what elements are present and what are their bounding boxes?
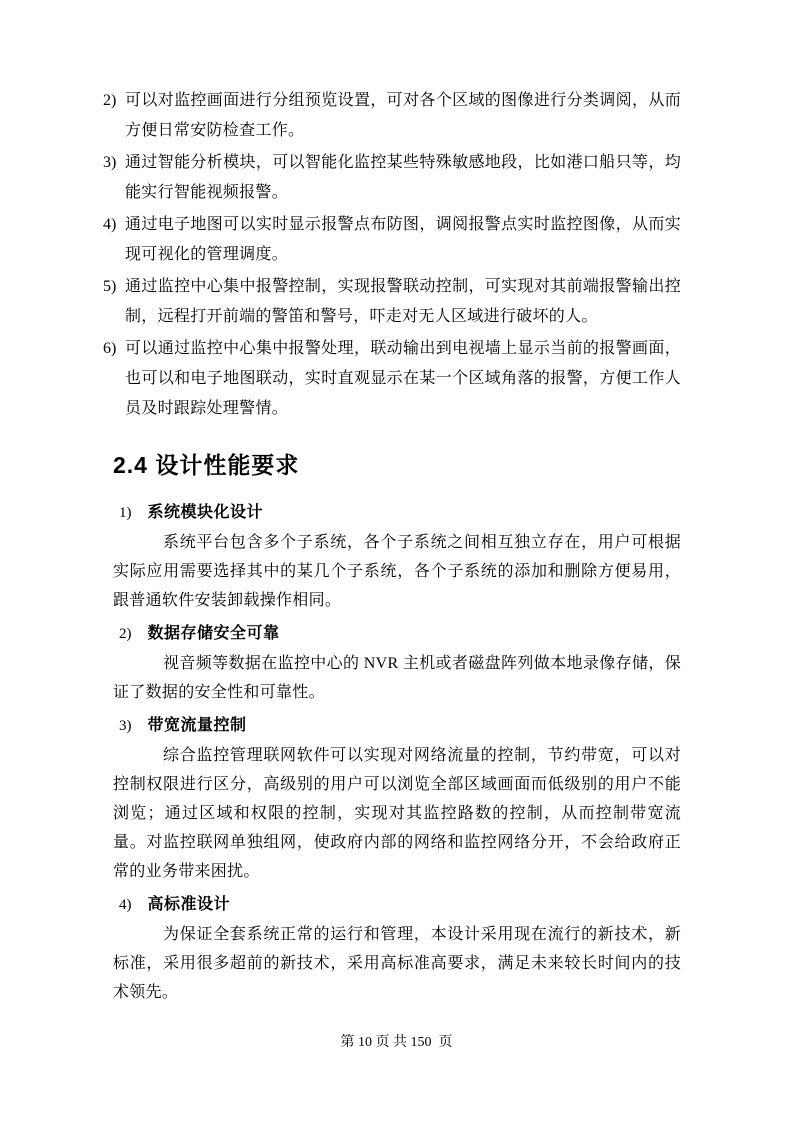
list-item [103,210,681,270]
list-item [103,148,681,208]
section-item-number: 3) [119,718,132,734]
section-item-heading [119,890,681,920]
list-item-number: 6) [103,340,117,357]
list-item-text: 通过智能分析模块，可以智能化监控某些特殊敏感地段，比如港口船只等，均能实行智能视频报警。 [125,154,681,201]
list-item-number: 4) [103,216,117,233]
section-item-number: 1) [119,505,132,521]
list-item-number: 2) [103,92,117,109]
section-item [0,890,793,1007]
list-item [103,334,681,424]
list-item [103,272,681,332]
section-item-body: 为保证全套系统正常的运行和管理，本设计采用现在流行的新技术，新标准，采用很多超前的新技术，采用高标准高要求，满足未来较长时间内的技术领先。 [113,926,681,1001]
section-item [0,498,793,615]
document-content [0,86,793,1007]
list-item [103,86,681,146]
list-item-text: 可以对监控画面进行分组预览设置，可对各个区域的图像进行分类调阅，从而方便日常安防检查工作。 [125,92,681,139]
list-item-text: 可以通过监控中心集中报警处理，联动输出到电视墙上显示当前的报警画面，也可以和电子地图联动，实时直观显示在某一个区域角落的报警，方便工作人员及时跟踪处理警情。 [125,340,681,417]
list-item-number: 3) [103,154,117,171]
section-item-title: 数据存储安全可靠 [147,625,280,642]
list-item-number: 5) [103,278,117,295]
section-item-body: 视音频等数据在监控中心的 NVR 主机或者磁盘阵列做本地录像存储，保证了数据的安全性和可靠性。 [113,655,681,701]
list-item-text: 通过电子地图可以实时显示报警点布防图，调阅报警点实时监控图像，从而实现可视化的管理调度。 [125,216,681,263]
section-heading: 2.4 设计性能要求 [113,452,300,478]
section-item-title: 带宽流量控制 [147,717,247,734]
section-item-body: 综合监控管理联网软件可以实现对网络流量的控制，节约带宽，可以对控制权限进行区分，高级别的用户可以浏览全部区域画面而低级别的用户不能浏览；通过区域和权限的控制，实现对其监控路数的控制，从而控制带宽流量。对监控联网单独组网，使政府内部的网络和监控网络分开，不会给政府正常的业务带来困扰。 [113,747,681,880]
section-item-number: 2) [119,626,132,642]
section-item-heading [119,711,681,741]
section-item-heading [119,619,681,649]
section-item-body: 系统平台包含多个子系统，各个子系统之间相互独立存在，用户可根据实际应用需要选择其中的某几个子系统，各个子系统的添加和删除方便易用，跟普通软件安装卸载操作相同。 [113,534,681,609]
list-item-text: 通过监控中心集中报警控制，实现报警联动控制，可实现对其前端报警输出控制，远程打开前端的警笛和警号，吓走对无人区域进行破坏的人。 [125,278,681,325]
section-item [0,619,793,707]
section-item-title: 系统模块化设计 [147,504,264,521]
section-item [0,711,793,886]
section-item-title: 高标准设计 [147,896,231,913]
section-item-number: 4) [119,897,132,913]
page-footer: 第 10 页 共 150 页 [340,1035,453,1050]
section-item-heading [119,498,681,528]
